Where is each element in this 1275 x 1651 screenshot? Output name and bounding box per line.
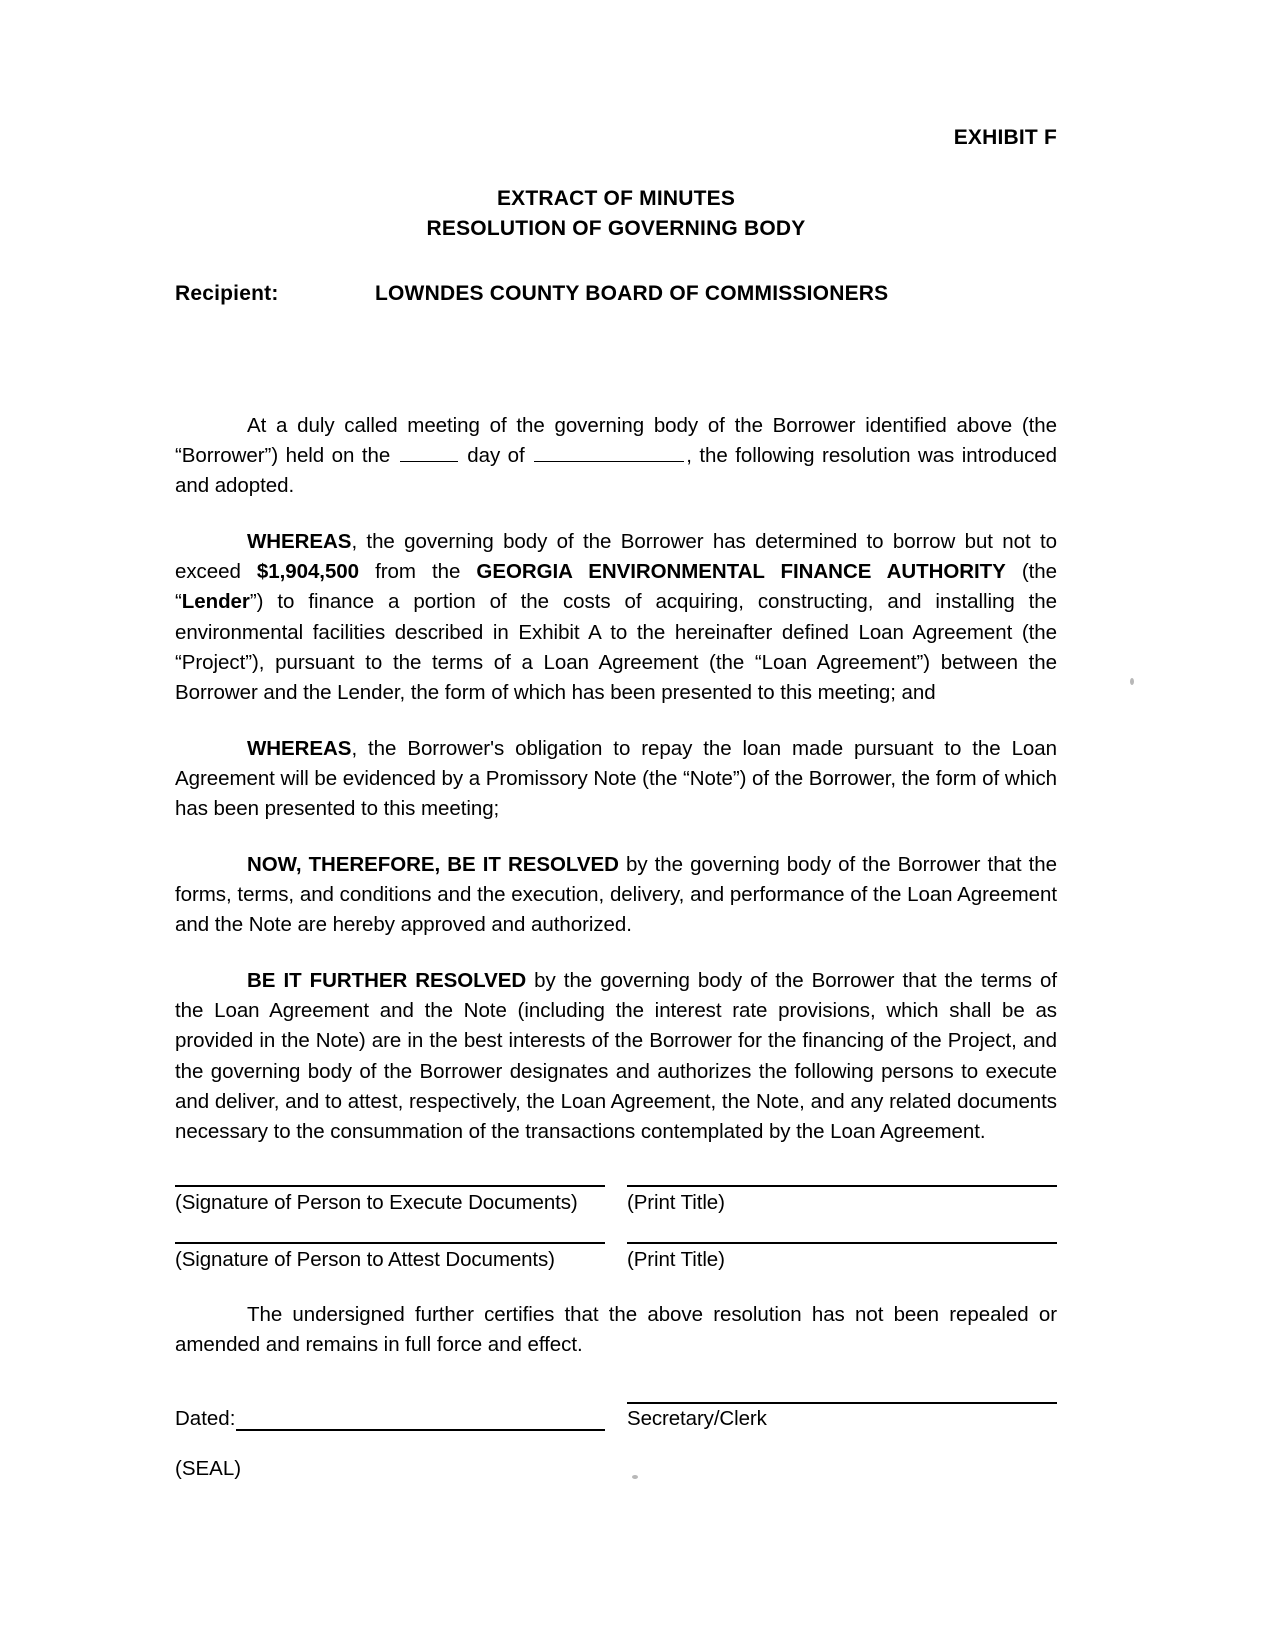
recipient-row [175, 282, 1057, 306]
resolved-lead: NOW, THEREFORE, BE IT RESOLVED [247, 852, 619, 876]
dated-blank-field[interactable] [236, 1411, 605, 1431]
dated-label: Dated: [175, 1407, 236, 1431]
whereas-borrowing-text-start: , the governing body of the Borrower has determined to borrow but not to exceed [175, 529, 1057, 583]
execute-signature-caption: (Signature of Person to Execute Documents) [175, 1190, 578, 1214]
attest-signature-cell [175, 1242, 605, 1274]
whereas-note-text: , the Borrower's obligation to repay the loan made pursuant to the Loan Agreement will be evidenced by a Promissory Note (the “Note”) of the Borrower, the form of which has been presented to this meeting; [175, 736, 1057, 821]
whereas-borrowing-connector: from the [359, 559, 477, 583]
attest-title-line[interactable] [627, 1242, 1057, 1244]
signature-block [175, 1185, 1057, 1274]
attest-title-caption: (Print Title) [627, 1248, 725, 1272]
resolved-text: by the governing body of the Borrower that the forms, terms, and conditions and the execution, delivery, and performance of the Loan Agreement and the Note are hereby approved and authorized. [175, 852, 1057, 937]
whereas-borrowing-connector-2: (the “ [175, 559, 1057, 614]
execute-signature-cell [175, 1185, 605, 1217]
signature-row-attest [175, 1242, 1057, 1274]
dated-block [175, 1402, 1057, 1481]
meeting-intro-text-start: At a duly called meeting of the governing body of the Borrower identified above (the “Borrower”) held on the [175, 413, 1057, 467]
lender-defined-term: Lender [181, 590, 250, 614]
loan-amount: $1,904,500 [256, 559, 360, 583]
title-line-primary: EXTRACT OF MINUTES [496, 187, 736, 210]
exhibit-label: EXHIBIT F [953, 126, 1057, 149]
paragraph-now-therefore-resolved [175, 850, 1057, 941]
lender-full-name: GEORGIA ENVIRONMENTAL FINANCE AUTHORITY [476, 559, 1006, 583]
execute-title-caption: (Print Title) [627, 1190, 725, 1214]
secretary-signature-line[interactable] [627, 1402, 1057, 1404]
secretary-caption: Secretary/Clerk [627, 1407, 767, 1431]
dated-row [175, 1402, 1057, 1431]
attest-signature-line[interactable] [175, 1242, 605, 1244]
execute-title-cell [627, 1185, 1057, 1217]
meeting-intro-text-end: , the following resolution was introduced and adopted. [175, 443, 1057, 498]
dated-field-group [175, 1407, 605, 1431]
paragraph-whereas-note [175, 734, 1057, 825]
paragraph-be-it-further-resolved [175, 966, 1057, 1148]
month-blank-field[interactable] [534, 441, 684, 461]
scan-artifact-speck [1130, 678, 1134, 685]
secretary-signature-cell [627, 1402, 1057, 1431]
document-body [175, 411, 1057, 1148]
meeting-intro-text-middle: day of [467, 443, 525, 467]
document-content [175, 0, 1057, 1481]
recipient-label: Recipient: [175, 281, 279, 305]
attest-title-cell [627, 1242, 1057, 1274]
execute-signature-line[interactable] [175, 1185, 605, 1187]
attest-signature-caption: (Signature of Person to Attest Documents) [175, 1248, 555, 1272]
whereas-lead-note: WHEREAS [247, 736, 352, 760]
title-line-secondary: RESOLUTION OF GOVERNING BODY [426, 216, 806, 240]
further-resolved-text: by the governing body of the Borrower that the terms of the Loan Agreement and the Note (including the interest rate provisions, which shall be as provided in the Note) are in the best interests of the Borrower for the financing of the Project, and the governing body of the Borrower designates and authorizes the following persons to execute and deliver, and to attest, respectively, the Loan Agreement, the Note, and any related documents necessary to the consummation of the transactions contemplated by the Loan Agreement. [175, 968, 1057, 1144]
seal-label: (SEAL) [175, 1457, 242, 1481]
scan-artifact-speck-lower [632, 1475, 638, 1479]
further-resolved-lead: BE IT FURTHER RESOLVED [247, 968, 527, 992]
certification-paragraph: The undersigned further certifies that the above resolution has not been repealed or amended and remains in full force and effect. [175, 1302, 1057, 1357]
document-title [175, 184, 1057, 244]
recipient-value: LOWNDES COUNTY BOARD OF COMMISSIONERS [375, 281, 889, 305]
signature-row-execute [175, 1185, 1057, 1217]
execute-title-line[interactable] [627, 1185, 1057, 1187]
paragraph-whereas-borrowing [175, 527, 1057, 709]
whereas-borrowing-text-end: ”) to finance a portion of the costs of acquiring, constructing, and installing the environmental facilities described in Exhibit A to the hereinafter defined Loan Agreement (the “Project”), pursuant to the terms of a Loan Agreement (the “Loan Agreement”) between the Borrower and the Lender, the form of which has been presented to this meeting; and [175, 590, 1057, 705]
day-blank-field[interactable] [400, 441, 458, 461]
paragraph-meeting-intro [175, 411, 1057, 502]
whereas-lead-borrowing: WHEREAS [247, 529, 352, 553]
